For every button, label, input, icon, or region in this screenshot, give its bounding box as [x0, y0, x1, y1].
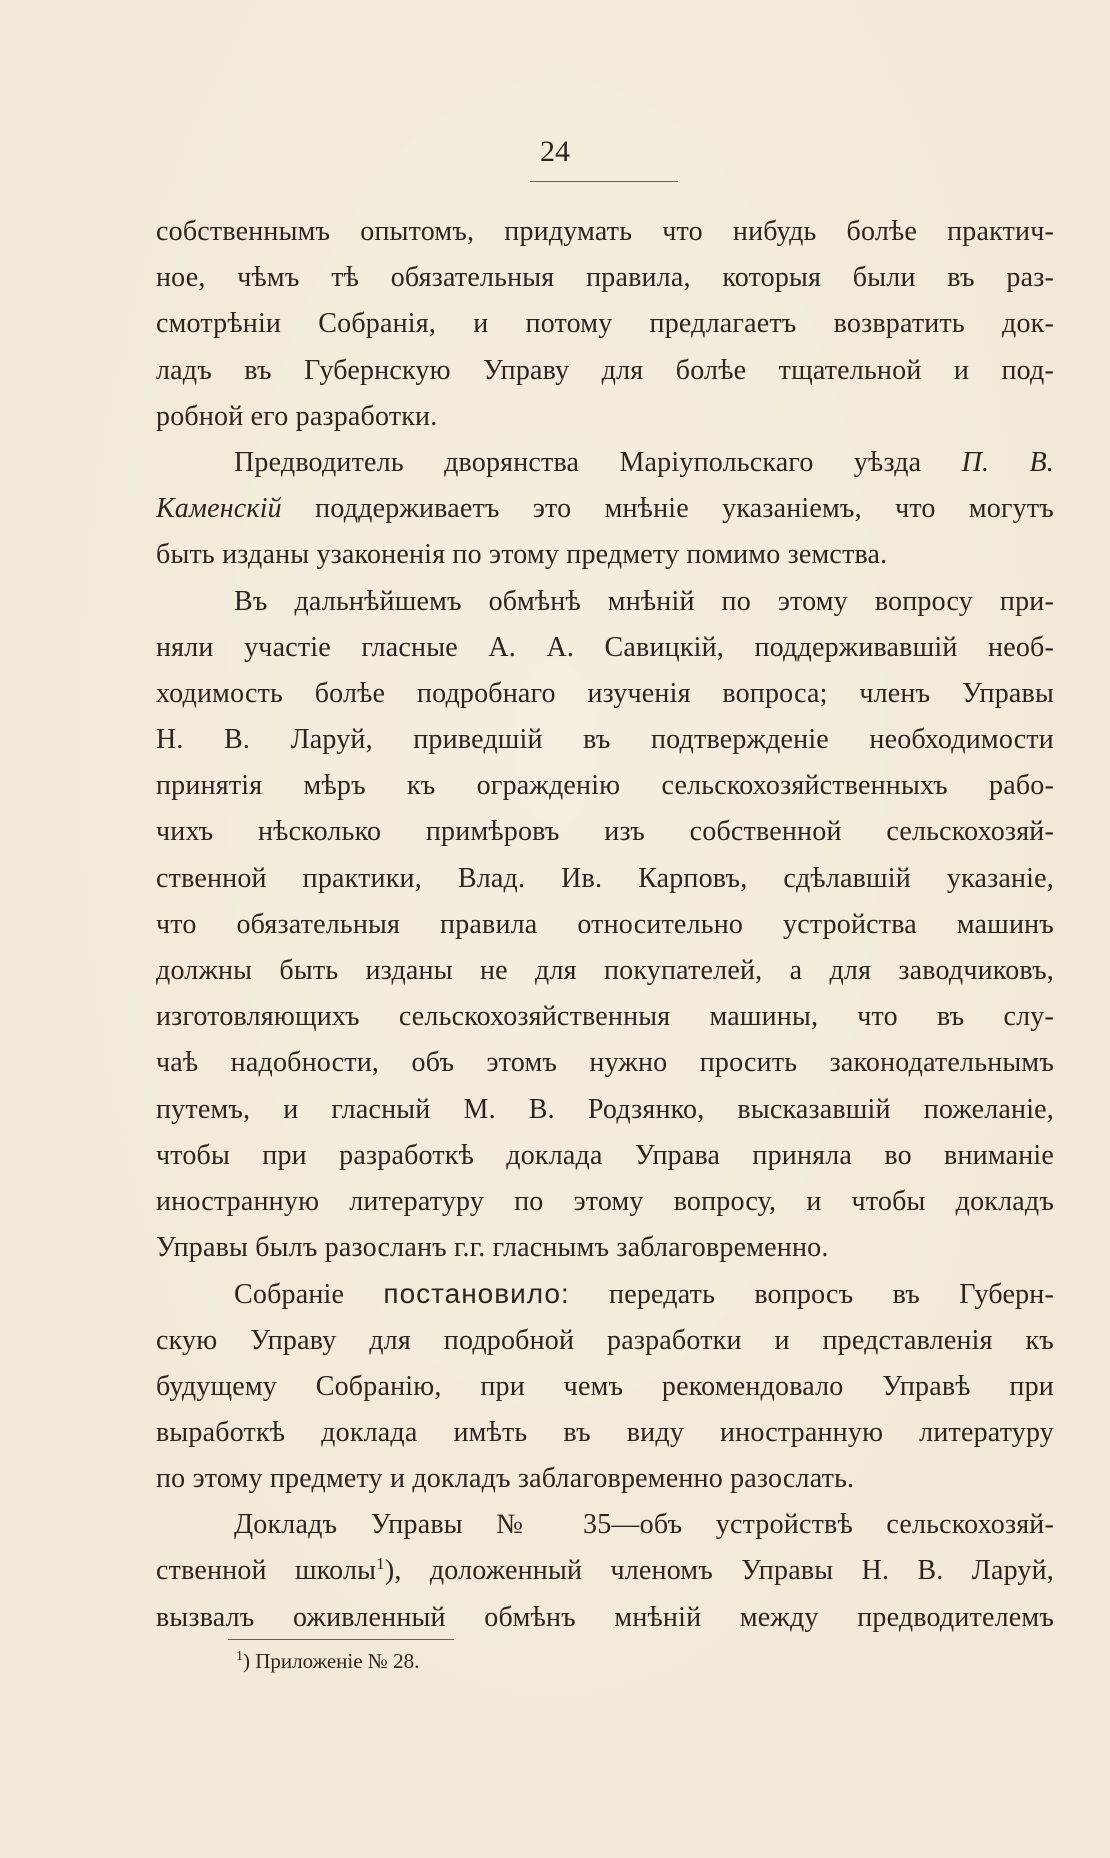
text-line [156, 1271, 1054, 1317]
text-run: ственной школы [156, 1555, 377, 1587]
body-text [156, 209, 1054, 1641]
text-line: выработкѣ доклада имѣть въ виду иностранную литературу [156, 1416, 1054, 1448]
text-line [156, 440, 1054, 486]
text-line: вызвалъ оживленный обмѣнъ мнѣній между предводителемъ [156, 1601, 1054, 1633]
text-line: собственнымъ опытомъ, придумать что нибудь болѣе практич- [156, 216, 1054, 247]
text-line: должны быть изданы не для покупателей, а для заводчиковъ, [156, 955, 1054, 986]
text-line: Докладъ Управы № 35—объ устройствѣ сельскохозяй- [234, 1509, 1054, 1541]
text-line: что обязательныя правила относительно устройства машинъ [156, 908, 1054, 940]
text-line: иностранную литературу по этому вопросу, и чтобы докладъ [156, 1185, 1054, 1217]
text-line: ладъ въ Губернскую Управу для болѣе тщательной и под- [156, 354, 1054, 386]
text-line: изготовляющихъ сельскохозяйственныя машины, что въ слу- [156, 1001, 1054, 1033]
text-line: по этому предмету и докладъ заблаговременно разослать. [156, 1463, 855, 1495]
text-line: ственной практики, Влад. Ив. Карповъ, сдѣлавшій указаніе, [156, 862, 1054, 894]
text-line: Въ дальнѣйшемъ обмѣнѣ мнѣній по этому вопросу при- [234, 585, 1054, 617]
text-run: Собраніе [234, 1279, 384, 1311]
footnote-reference: 1 [376, 1554, 385, 1574]
name-initials: П. В. [961, 446, 1054, 478]
text-line: чаѣ надобности, объ этомъ нужно просить законодательнымъ [156, 1047, 1054, 1079]
text-line: чихъ нѣсколько примѣровъ изъ собственной сельскохозяй- [156, 816, 1054, 848]
text-line: будущему Собранію, при чемъ рекомендовало Управѣ при [156, 1370, 1054, 1402]
text-run: передать вопросъ въ Губерн- [569, 1279, 1055, 1311]
text-line: скую Управу для подробной разработки и представленія къ [156, 1324, 1054, 1356]
footnote-rule [228, 1639, 454, 1640]
text-run: Предводитель дворянства Маріупольскаго уѣзда [234, 446, 962, 478]
text-line: ное, чѣмъ тѣ обязательныя правила, которыя были въ раз- [156, 262, 1054, 294]
text-line: Управы былъ разосланъ г.г. гласнымъ заблаговременно. [156, 1232, 829, 1264]
text-line: путемъ, и гласный М. В. Родзянко, высказавшій пожеланіе, [156, 1093, 1054, 1125]
name-surname: Каменскій [156, 493, 282, 525]
text-line: Н. В. Ларуй, приведшій въ подтвержденіе необходимости [156, 724, 1054, 756]
text-line: смотрѣніи Собранія, и потому предлагаетъ возвратить док- [156, 308, 1054, 340]
text-line: ходимость болѣе подробнаго изученія вопроса; членъ Управы [156, 677, 1054, 709]
text-line: робной его разработки. [156, 400, 438, 432]
text-line: няли участіе гласные А. А. Савицкій, поддерживавшій необ- [156, 631, 1054, 663]
text-line [156, 1548, 1054, 1594]
text-line [156, 486, 1054, 532]
footnote-text: ) Приложеніе № 28. [243, 1649, 420, 1673]
text-run: поддерживаетъ это мнѣніе указаніемъ, что могутъ [281, 493, 1054, 525]
footnote [236, 1646, 419, 1676]
resolution-keyword: постановило: [383, 1278, 570, 1310]
text-run: ), доложенный членомъ Управы Н. В. Ларуй, [384, 1555, 1055, 1587]
page-number: 24 [540, 135, 570, 168]
footnote-mark: 1 [236, 1649, 243, 1664]
text-line: принятія мѣръ къ огражденію сельскохозяйственныхъ рабо- [156, 770, 1054, 802]
page-number-rule [530, 181, 678, 182]
text-line: быть изданы узаконенія по этому предмету помимо земства. [156, 539, 888, 571]
text-line: чтобы при разработкѣ доклада Управа приняла во вниманіе [156, 1139, 1054, 1171]
